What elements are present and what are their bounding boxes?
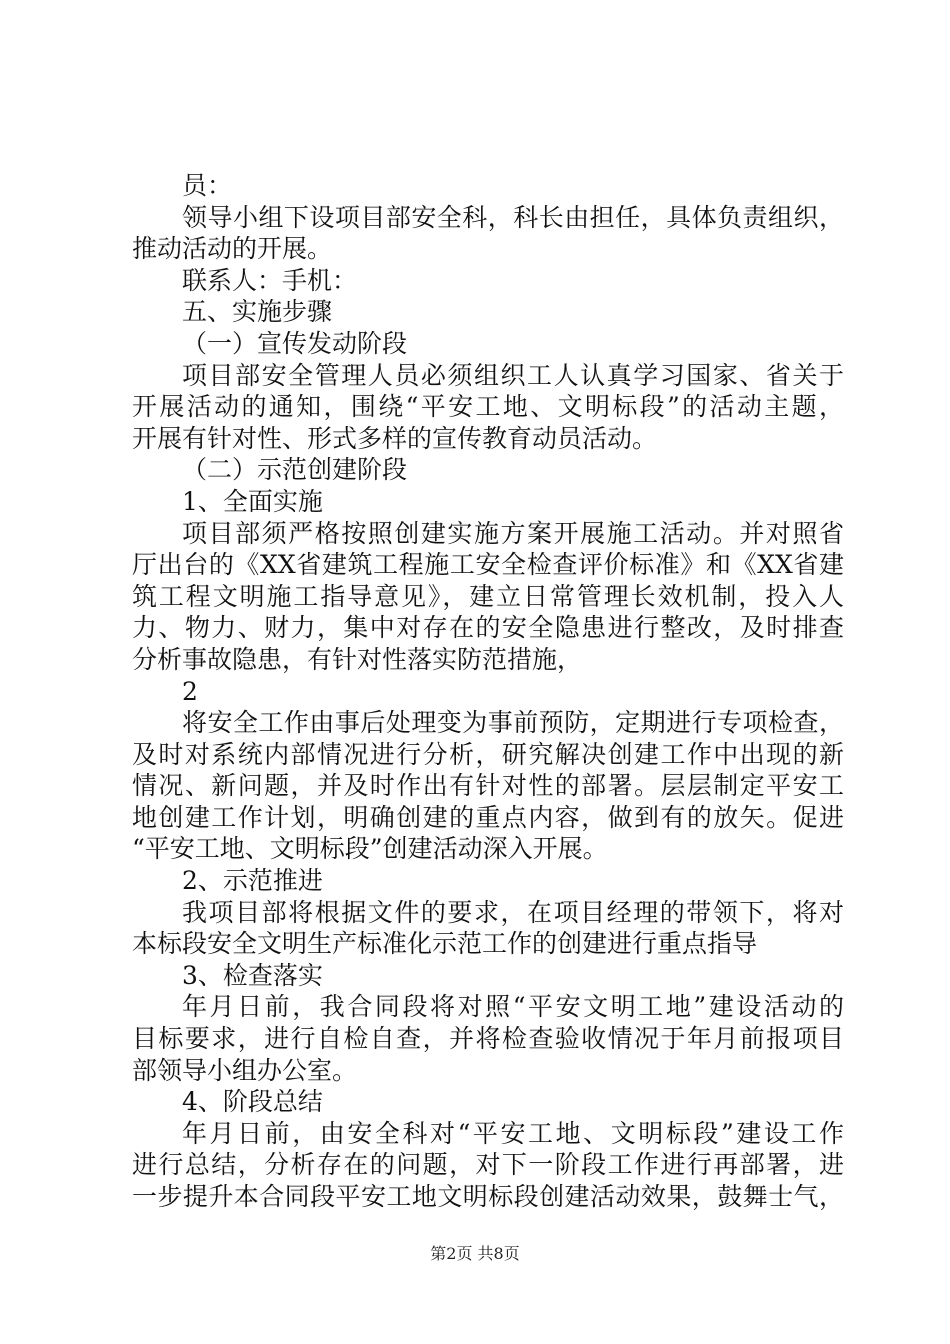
text-line: 本标段安全文明生产标准化示范工作的创建进行重点指导 (132, 929, 758, 959)
text-line: 开展活动的通知，围绕“平安工地、文明标段”的活动主题， (132, 392, 844, 422)
text-line: 部领导小组办公室。 (132, 1055, 358, 1085)
text-line: 2 (182, 676, 198, 706)
text-line: 4、阶段总结 (182, 1087, 323, 1117)
text-line: 分析事故隐患，有针对性落实防范措施， (132, 644, 583, 674)
text-line: 员： (182, 171, 233, 200)
text-line: 开展有针对性、形式多样的宣传教育动员活动。 (132, 423, 658, 453)
text-line: 地创建工作计划，明确创建的重点内容，做到有的放矢。促进 (132, 802, 844, 832)
text-line: 3、检查落实 (182, 960, 323, 990)
text-line: 一步提升本合同段平安工地文明标段创建活动效果，鼓舞士气， (132, 1182, 844, 1211)
text-line: 及时对系统内部情况进行分析，研究解决创建工作中出现的新 (132, 739, 844, 769)
text-line: 厅出台的《XX省建筑工程施工安全检查评价标准》和《XX省建 (132, 550, 844, 580)
text-line: “平安工地、文明标段”创建活动深入开展。 (132, 834, 608, 864)
text-line: 情况、新问题，并及时作出有针对性的部署。层层制定平安工 (132, 771, 844, 801)
text-line: 筑工程文明施工指导意见》，建立日常管理长效机制，投入人 (132, 581, 844, 611)
text-line: 年月日前，由安全科对“平安工地、文明标段”建设工作 (182, 1118, 844, 1148)
text-line: 2、示范推进 (182, 866, 323, 896)
text-line: 1、全面实施 (182, 486, 323, 516)
text-line: 联系人：手机： (182, 265, 358, 295)
text-line: 我项目部将根据文件的要求，在项目经理的带领下，将对 (182, 897, 844, 927)
body-text (132, 170, 844, 1213)
text-line: 进行总结，分析存在的问题，对下一阶段工作进行再部署，进 (132, 1150, 844, 1180)
text-line: 目标要求，进行自检自查，并将检查验收情况于年月前报项目 (132, 1024, 844, 1054)
text-line: 年月日前，我合同段将对照“平安文明工地”建设活动的 (182, 992, 844, 1022)
text-line: 将安全工作由事后处理变为事前预防，定期进行专项检查， (182, 708, 844, 738)
text-line: （二）示范创建阶段 (182, 455, 408, 485)
text-line: 力、物力、财力，集中对存在的安全隐患进行整改，及时排查 (132, 613, 844, 643)
text-line: 推动活动的开展。 (132, 234, 333, 264)
text-line: 项目部安全管理人员必须组织工人认真学习国家、省关于 (182, 360, 844, 390)
page-footer: 第2页 共8页 (430, 1244, 520, 1263)
text-line: 领导小组下设项目部安全科，科长由担任，具体负责组织， (182, 202, 844, 232)
text-line: （一）宣传发动阶段 (182, 328, 408, 358)
text-line: 五、实施步骤 (182, 297, 333, 327)
text-line: 项目部须严格按照创建实施方案开展施工活动。并对照省 (182, 518, 844, 548)
